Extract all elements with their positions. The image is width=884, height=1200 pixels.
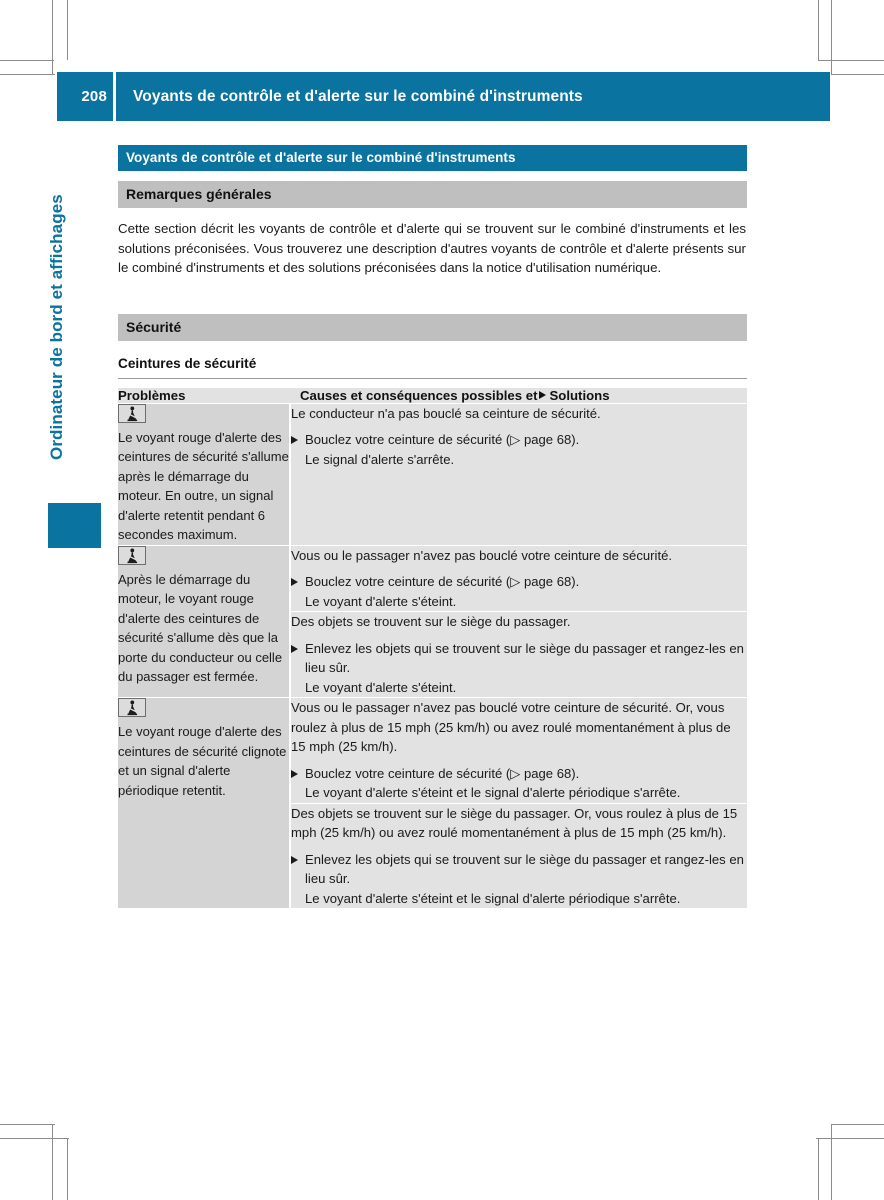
crop-mark-top-left-horizontal-outer [0, 74, 55, 75]
crop-mark-top-right-horizontal-outer [831, 74, 884, 75]
table-row [118, 403, 747, 545]
subsection-title-bar: Remarques générales [118, 181, 747, 208]
solution-action: Bouclez votre ceinture de sécurité (▷ page 68). [291, 430, 747, 450]
chapter-side-rail [0, 145, 118, 565]
solution-cell-3-2 [290, 803, 747, 908]
solution-block [291, 430, 747, 469]
crop-mark-bottom-left-horizontal-inner [0, 1138, 69, 1139]
page-header [57, 72, 830, 121]
safety-section-bar: Sécurité [118, 314, 747, 341]
crop-mark-top-right-vertical-outer [831, 0, 832, 74]
seatbelt-warning-icon [118, 698, 146, 717]
seatbelts-heading: Ceintures de sécurité [118, 356, 747, 379]
solution-block [291, 639, 747, 698]
solutions-triangle-icon [539, 391, 546, 399]
crop-mark-top-left-vertical-outer [52, 0, 53, 74]
table-row [118, 698, 747, 804]
solution-action: Bouclez votre ceinture de sécurité (▷ page 68). [291, 572, 747, 592]
solution-action: Bouclez votre ceinture de sécurité (▷ page 68). [291, 764, 747, 784]
crop-mark-bottom-left-vertical-inner [67, 1138, 68, 1200]
section-title-bar: Voyants de contrôle et d'alerte sur le combiné d'instruments [118, 145, 747, 171]
table-header-causes-solutions [290, 388, 747, 404]
crop-mark-top-right-vertical-inner [818, 0, 819, 60]
page-header-title: Voyants de contrôle et d'alerte sur le combiné d'instruments [116, 72, 830, 121]
cause-text: Le conducteur n'a pas bouclé sa ceinture de sécurité. [291, 405, 601, 421]
crop-mark-bottom-right-horizontal-inner [816, 1138, 884, 1139]
chapter-title-vertical: Ordinateur de bord et affichages [47, 194, 66, 460]
solution-result: Le voyant d'alerte s'éteint. [305, 593, 457, 609]
table-row [118, 545, 747, 612]
solution-result: Le voyant d'alerte s'éteint et le signal d'alerte périodique s'arrête. [305, 890, 681, 906]
crop-mark-top-left-vertical-inner [67, 0, 68, 60]
solution-block [291, 572, 747, 611]
cause-text: Des objets se trouvent sur le siège du passager. Or, vous roulez à plus de 15 mph (25 km/h) ou avez roulé momentanément à plus de 15 mph (25 km/h). [291, 805, 738, 841]
problem-text-1: Le voyant rouge d'alerte des ceintures de sécurité s'allume après le démarrage du moteur. En outre, un signal d'alerte retentit pendant 6 secondes maximum. [118, 429, 289, 543]
seatbelt-warning-icon [118, 546, 146, 565]
crop-mark-bottom-right-vertical-outer [831, 1124, 832, 1200]
solution-action: Enlevez les objets qui se trouvent sur le siège du passager et rangez-les en lieu sûr. [291, 850, 747, 889]
problem-text-3: Le voyant rouge d'alerte des ceintures de sécurité clignote et un signal d'alerte périodique retentit. [118, 724, 287, 798]
table-header-problems: Problèmes [118, 388, 290, 404]
problem-cell-1 [118, 403, 290, 545]
solution-result: Le signal d'alerte s'arrête. [305, 451, 455, 467]
cause-text: Des objets se trouvent sur le siège du passager. [291, 614, 571, 630]
crop-mark-top-left-horizontal-inner [0, 60, 54, 61]
cause-text: Vous ou le passager n'avez pas bouclé votre ceinture de sécurité. Or, vous roulez à plus de 15 mph (25 km/h) ou avez roulé momentanément à plus de 15 mph (25 km/h). [291, 700, 731, 755]
solution-cell-1-1 [290, 403, 747, 545]
crop-mark-top-right-horizontal-inner [818, 60, 884, 61]
problem-cell-3 [118, 698, 290, 909]
solution-cell-3-1 [290, 698, 747, 804]
crop-mark-bottom-right-horizontal-outer [831, 1124, 884, 1125]
intro-paragraph: Cette section décrit les voyants de contrôle et d'alerte qui se trouvent sur le combiné d'instruments et les solutions préconisées. Vous trouverez une description d'autres voyants de contrôle et d'alerte présents sur le combiné d'instruments et des solutions préconisées dans la notice d'utilisation numérique. [118, 221, 746, 276]
table-header-causes-prefix: Causes et conséquences possibles et [300, 387, 538, 403]
solution-block [291, 764, 747, 803]
crop-mark-bottom-left-horizontal-outer [0, 1124, 55, 1125]
crop-mark-bottom-right-vertical-inner [818, 1138, 819, 1200]
solution-cell-2-1 [290, 545, 747, 612]
chapter-thumb-tab [48, 503, 101, 548]
solution-cell-2-2 [290, 612, 747, 698]
problem-text-2: Après le démarrage du moteur, le voyant rouge d'alerte des ceintures de sécurité s'allume dès que la porte du conducteur ou celle du passager est fermée. [118, 571, 283, 685]
solution-result: Le voyant d'alerte s'éteint. [305, 679, 457, 695]
crop-mark-bottom-left-vertical-outer [52, 1124, 53, 1200]
table-header-causes-suffix: Solutions [549, 387, 610, 403]
seatbelt-warning-icon [118, 404, 146, 423]
solution-block [291, 850, 747, 909]
warning-lamps-table [118, 388, 747, 909]
solution-result: Le voyant d'alerte s'éteint et le signal d'alerte périodique s'arrête. [305, 785, 681, 801]
table-header-row [118, 388, 747, 404]
page-number: 208 [57, 72, 113, 121]
solution-action: Enlevez les objets qui se trouvent sur le siège du passager et rangez-les en lieu sûr. [291, 639, 747, 678]
main-content [118, 145, 747, 909]
problem-cell-2 [118, 545, 290, 698]
cause-text: Vous ou le passager n'avez pas bouclé votre ceinture de sécurité. [291, 547, 672, 563]
